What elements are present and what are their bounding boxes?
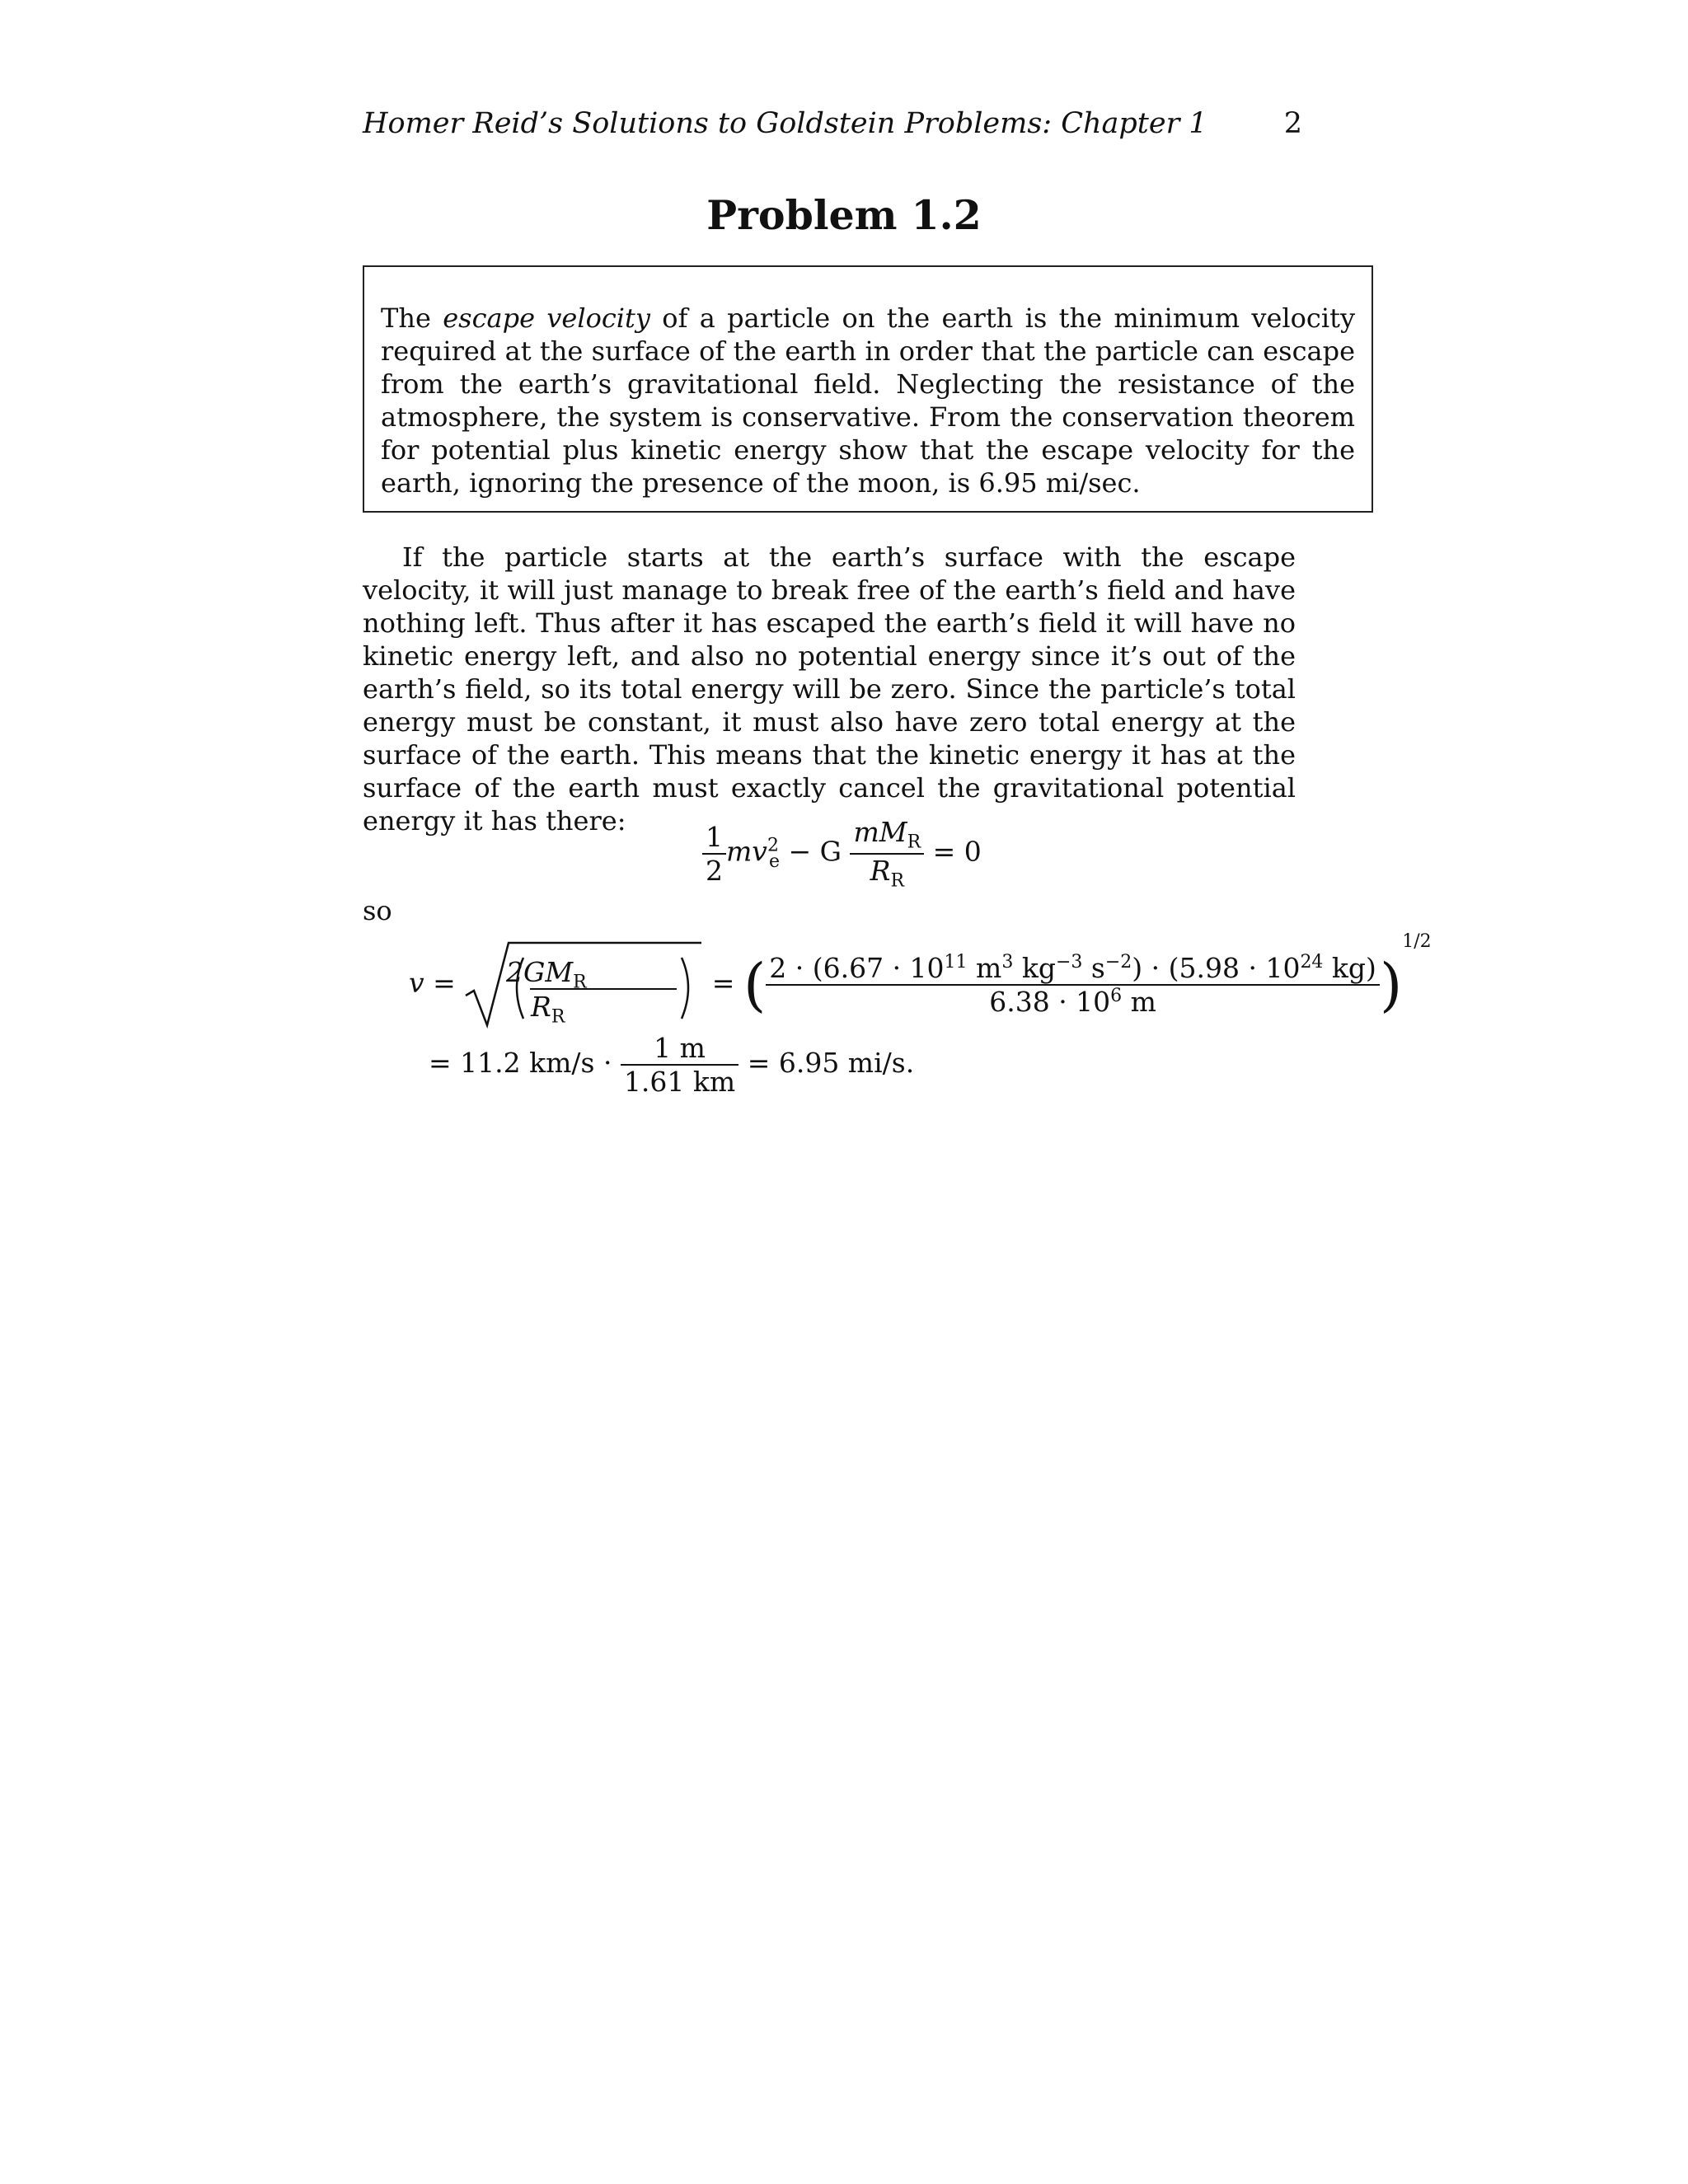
num-part-5: ) · (5.98 · 10 bbox=[1132, 952, 1301, 984]
page-number: 2 bbox=[1283, 107, 1302, 140]
numeric-numerator bbox=[766, 952, 1380, 984]
statement-text-end: of a particle on the earth is the minimum velocity required at the surface of the earth in order that the particle can escape from the earth’s gravitational field. Neglecting the resistance of the atmosphere, the system is conservative. From the conservation theorem for potential plus kinetic energy show that the escape velocity for the earth, ignoring the presence of the moon, is 6.95 mi/sec. bbox=[381, 302, 1356, 499]
potential-denominator: R bbox=[870, 854, 891, 887]
conversion-fraction bbox=[621, 1032, 738, 1098]
num-exp-1: 11 bbox=[944, 952, 968, 972]
sqrt-denominator-sub: R bbox=[551, 1006, 565, 1028]
statement-emphasis: escape velocity bbox=[443, 302, 650, 334]
potential-numerator: mM bbox=[853, 816, 907, 848]
num-part-3: kg bbox=[1013, 952, 1056, 984]
statement-text-start: The bbox=[381, 302, 443, 334]
potential-numerator-sub: R bbox=[907, 832, 921, 853]
num-part-4: s bbox=[1082, 952, 1105, 984]
num-exp-4: −2 bbox=[1104, 952, 1132, 972]
running-title: Homer Reid’s Solutions to Goldstein Problems: Chapter 1 bbox=[363, 107, 1207, 140]
num-exp-2: 3 bbox=[1001, 952, 1014, 972]
equals-sign: = bbox=[711, 967, 735, 999]
num-exp-5: 24 bbox=[1300, 952, 1324, 972]
kinetic-subscript: e bbox=[768, 851, 780, 873]
kinetic-term: mv bbox=[726, 835, 767, 868]
half-fraction bbox=[702, 821, 726, 887]
running-header bbox=[363, 107, 1302, 148]
potential-denominator-sub: R bbox=[890, 870, 905, 892]
velocity-lhs: v = bbox=[409, 967, 456, 999]
solution-body bbox=[363, 541, 1296, 837]
sqrt-denominator bbox=[531, 991, 565, 1028]
energy-equation bbox=[702, 816, 982, 891]
half-numerator: 1 bbox=[706, 820, 723, 853]
num-part-6: kg) bbox=[1323, 952, 1376, 984]
sqrt-denominator-text: R bbox=[531, 991, 551, 1023]
conversion-equation bbox=[429, 1032, 914, 1098]
half-denominator: 2 bbox=[702, 853, 726, 887]
conversion-result: = 6.95 mi/s. bbox=[747, 1047, 915, 1079]
numeric-denominator bbox=[766, 984, 1380, 1018]
sqrt-numerator bbox=[506, 956, 587, 993]
problem-statement-box bbox=[363, 265, 1373, 513]
num-part-1: 2 · (6.67 · 10 bbox=[769, 952, 945, 984]
den-part-2: m bbox=[1122, 986, 1156, 1018]
num-exp-3: −3 bbox=[1055, 952, 1083, 972]
solution-paragraph: If the particle starts at the earth’s surface with the escape velocity, it will just manage to break free of the earth’s field and have nothing left. Thus after it has escaped the earth’s field it will have no kinetic energy left, and also no potential energy since it’s out of the earth’s field, so its total energy will be zero. Since the particle’s total energy must be constant, it must also have zero total energy at the surface of the earth. This means that the kinetic energy it has at the surface of the earth must exactly cancel the gravitational potential energy it has there: bbox=[363, 541, 1296, 837]
den-part-1: 6.38 · 10 bbox=[989, 986, 1111, 1018]
power-one-half: 1/2 bbox=[1402, 931, 1432, 952]
conversion-start: = 11.2 km/s · bbox=[429, 1047, 612, 1079]
right-paren-icon: ) bbox=[1379, 951, 1403, 1019]
potential-fraction bbox=[850, 816, 924, 891]
sqrt-numerator-text: 2GM bbox=[506, 956, 574, 988]
num-part-2: m bbox=[967, 952, 1002, 984]
kinetic-exponent: 2 bbox=[767, 835, 779, 856]
velocity-equation bbox=[409, 931, 1432, 1030]
sqrt-numerator-sub: R bbox=[573, 972, 587, 993]
numeric-fraction bbox=[766, 952, 1380, 1018]
connector-so: so bbox=[363, 895, 392, 926]
problem-title: Problem 1.2 bbox=[706, 191, 982, 239]
minus-g: − G bbox=[779, 835, 842, 868]
equals-zero: = 0 bbox=[924, 835, 982, 868]
den-exp: 6 bbox=[1110, 986, 1123, 1006]
conversion-denominator: 1.61 km bbox=[621, 1064, 738, 1098]
conversion-numerator: 1 m bbox=[654, 1032, 706, 1064]
left-paren-icon: ( bbox=[743, 951, 767, 1019]
